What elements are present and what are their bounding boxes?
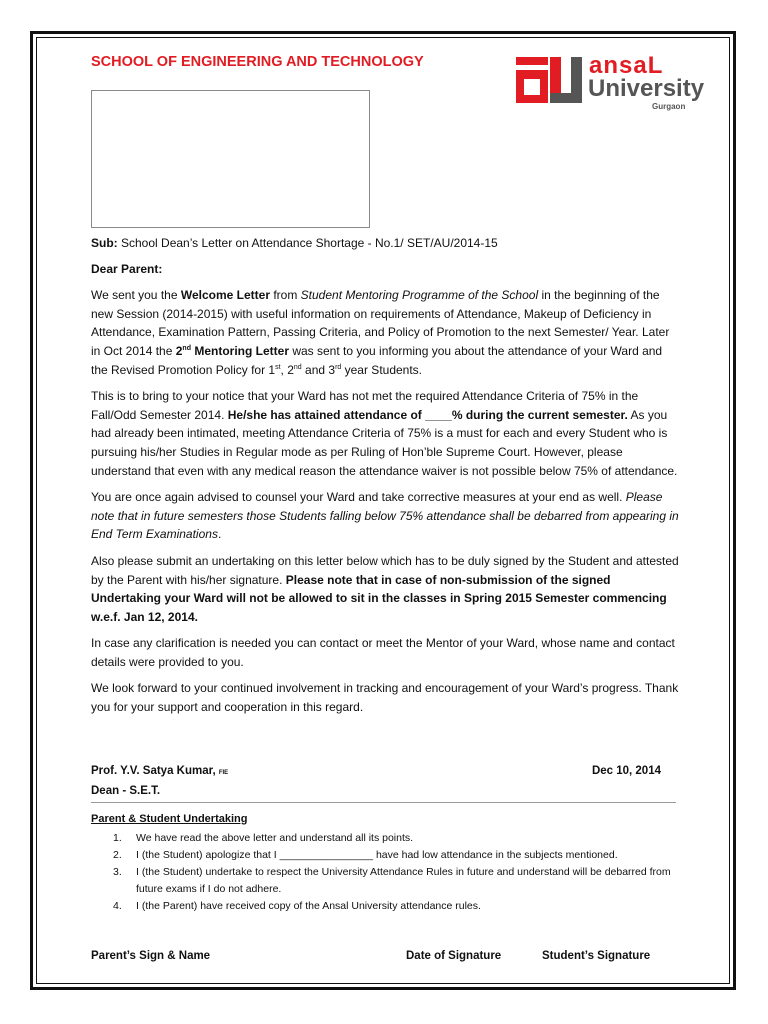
logo-mark-icon — [516, 57, 582, 103]
student-signature-label: Student’s Signature — [542, 950, 651, 962]
list-item: 2. I (the Student) apologize that I ________________ have had low attendance in the subjects mentioned. — [113, 849, 618, 861]
divider — [91, 802, 676, 803]
parent-sign-label: Parent’s Sign & Name — [91, 950, 211, 962]
university-logo — [516, 52, 712, 117]
logo-wordmark-city: Gurgaon — [652, 102, 686, 111]
paragraph-3: You are once again advised to counsel your Ward and take corrective measures at your end as well. Please note that in future semesters those Students falling below 75% attendance shall be debarred from appearing in End Term Examinations. — [91, 490, 679, 542]
paragraph-5: In case any clarification is needed you can contact or meet the Mentor of your Ward, whose name and contact details were provided to you. — [91, 636, 675, 669]
paragraph-1: We sent you the Welcome Letter from Student Mentoring Programme of the School in the beginning of the new Session (2014-2015) with useful information on requirements of Attendance, Makeup of Deficiency in Attendance, Examination Pattern, Passing Criteria, and Policy of Promotion to the next Semester/ Year. Later in Oct 2014 the 2nd Mentoring Letter was sent to you informing you about the attendance of your Ward and the Revised Promotion Policy for 1st, 2nd and 3rd year Students. — [91, 288, 670, 377]
list-item: 3. I (the Student) undertake to respect the University Attendance Rules in future and understand will be debarred from future exams if I do not adhere. — [113, 866, 671, 895]
logo-wordmark-ansal: ansaL — [589, 52, 664, 79]
undertaking-title: Parent & Student Undertaking — [91, 813, 248, 825]
letter-date: Dec 10, 2014 — [591, 765, 661, 777]
paragraph-6: We look forward to your continued involvement in tracking and encouragement of your Ward’s progress. Thank you for your support and cooperation in this regard. — [91, 681, 679, 715]
subject-line: Sub: School Dean’s Letter on Attendance Shortage - No.1/ SET/AU/2014-15 — [91, 236, 498, 250]
salutation: Dear Parent: — [91, 261, 163, 276]
logo-wordmark-university: University — [588, 75, 705, 102]
signature-block — [91, 762, 661, 800]
undertaking-list — [91, 830, 679, 915]
school-title: SCHOOL OF ENGINEERING AND TECHNOLOGY — [91, 54, 424, 70]
list-item: 1. We have read the above letter and understand all its points. — [113, 832, 414, 844]
letter-body — [91, 234, 679, 725]
date-of-signature-label: Date of Signature — [406, 950, 502, 962]
photo-box — [91, 90, 370, 228]
signatory-title: Dean - S.E.T. — [91, 785, 161, 797]
list-item: 4. I (the Parent) have received copy of the Ansal University attendance rules. — [113, 900, 481, 912]
paragraph-4: Also please submit an undertaking on this letter below which has to be duly signed by the Student and attested by the Parent with his/her signature. Please note that in case of non-submission of the signed Undertaking your Ward will not be allowed to sit in the classes in Spring 2015 Semester commencing w.e.f. Jan 12, 2014. — [91, 553, 679, 624]
paragraph-2: This is to bring to your notice that your Ward has not met the required Attendance Criteria of 75% in the Fall/Odd Semester 2014. He/she has attained attendance of ____% during the current semester. As you had already been intimated, meeting Attendance Criteria of 75% is a must for each and every Student who is pursuing his/her Studies in Regular mode as per Ruling of Hon’ble Supreme Court. However, please understand that even with any medical reason the attendance waiver is not possible below 75% of attendance. — [91, 389, 678, 478]
signatory-name: Prof. Y.V. Satya Kumar, FIE — [91, 765, 229, 777]
